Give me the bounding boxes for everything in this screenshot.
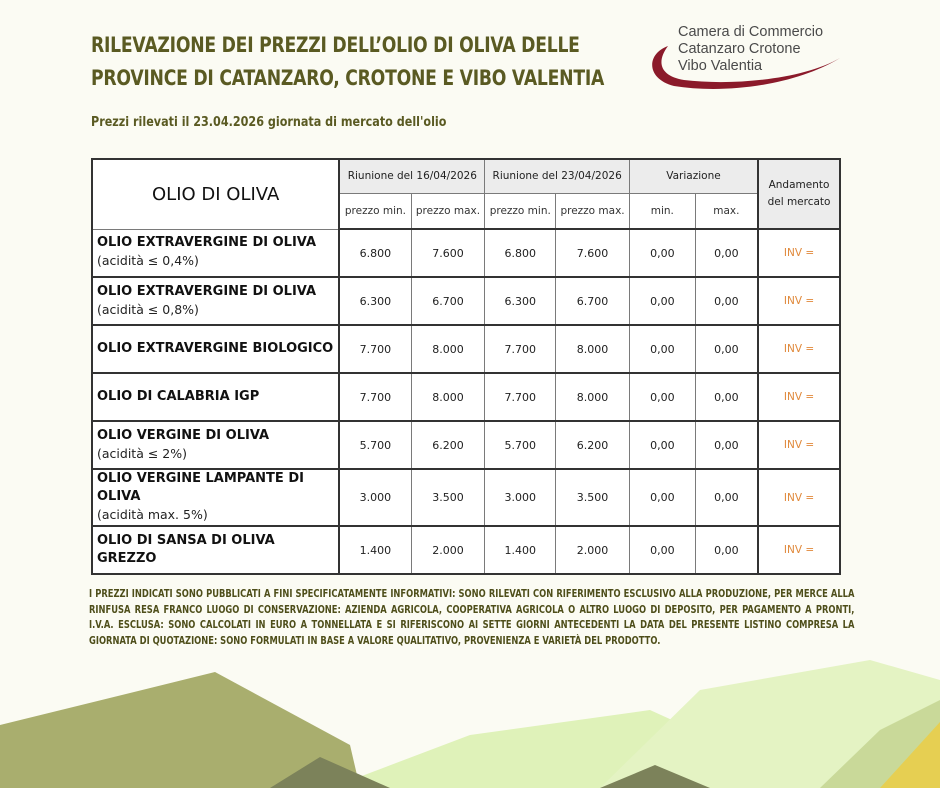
header-trend-line1: Andamento xyxy=(768,179,830,191)
variation-max: 0,00 xyxy=(695,421,758,469)
product-name-cell xyxy=(92,277,339,325)
subheader-min-1: prezzo min. xyxy=(339,193,411,229)
table-row xyxy=(92,421,840,469)
page-title-line1: RILEVAZIONE DEI PREZZI DELL’OLIO DI OLIVA DELLE xyxy=(91,33,580,57)
price-min-1: 5.700 xyxy=(339,421,411,469)
price-min-1: 3.000 xyxy=(339,469,411,526)
variation-min: 0,00 xyxy=(629,373,695,421)
price-min-1: 6.800 xyxy=(339,229,411,277)
price-min-1: 7.700 xyxy=(339,373,411,421)
product-name-cell xyxy=(92,526,339,574)
product-name: OLIO EXTRAVERGINE DI OLIVA xyxy=(97,235,317,251)
trend-badge: INV = xyxy=(758,325,840,373)
price-max-2: 6.700 xyxy=(556,277,630,325)
variation-min: 0,00 xyxy=(629,526,695,574)
table-row xyxy=(92,469,840,526)
price-min-2: 6.800 xyxy=(485,229,556,277)
variation-max: 0,00 xyxy=(695,373,758,421)
price-min-2: 5.700 xyxy=(485,421,556,469)
variation-min: 0,00 xyxy=(629,469,695,526)
logo-line3: Vibo Valentia xyxy=(678,58,763,74)
page-subtitle: Prezzi rilevati il 23.04.2026 giornata di mercato dell'olio xyxy=(91,115,447,130)
price-max-1: 8.000 xyxy=(411,325,485,373)
logo-line2: Catanzaro Crotone xyxy=(678,41,801,57)
product-note: (acidità ≤ 0,4%) xyxy=(97,253,199,269)
price-max-2: 2.000 xyxy=(556,526,630,574)
price-max-1: 6.200 xyxy=(411,421,485,469)
price-max-2: 6.200 xyxy=(556,421,630,469)
table-main-header: OLIO DI OLIVA xyxy=(92,159,339,229)
subheader-min-2: prezzo min. xyxy=(485,193,556,229)
product-name: OLIO EXTRAVERGINE BIOLOGICO xyxy=(97,341,334,356)
trend-badge: INV = xyxy=(758,469,840,526)
variation-max: 0,00 xyxy=(695,277,758,325)
variation-max: 0,00 xyxy=(695,229,758,277)
product-note: (acidità ≤ 2%) xyxy=(97,445,187,461)
table-row xyxy=(92,229,840,277)
price-min-2: 6.300 xyxy=(485,277,556,325)
price-max-1: 2.000 xyxy=(411,526,485,574)
trend-badge: INV = xyxy=(758,526,840,574)
variation-min: 0,00 xyxy=(629,325,695,373)
price-min-1: 1.400 xyxy=(339,526,411,574)
table-row xyxy=(92,277,840,325)
disclaimer-note: I PREZZI INDICATI SONO PUBBLICATI A FINI SPECIFICATAMENTE INFORMATIVI: SONO RILEVATI CON RIFERIMENTO ESCLUSIVO ALLA PRODUZIONE, PER MERCE ALLA RINFUSA RESA FRANCO LUOGO DI CONSERVAZIONE: AZIENDA AGRICOLA, COOPERATIVA AGRICOLA O ALTRO LUOGO DI DEPOSITO, PER PAGAMENTO A PRONTI, I.V.A. ESCLUSA: SONO CALCOLATI IN EURO A TONNELLATA E SI RIFERISCONO AI SETTE GIORNI ANTECEDENTI LA DATA DEL PRESENTE LISTINO COMPRESA LA GIORNATA DI QUOTAZIONE: SONO FORMULATI IN BASE A VALORE QUALITATIVO, PROVENIENZA E VARIETÀ DEL PRODOTTO. xyxy=(89,588,855,647)
header-trend xyxy=(758,159,840,229)
variation-max: 0,00 xyxy=(695,469,758,526)
price-max-1: 3.500 xyxy=(411,469,485,526)
page-title-line2: PROVINCE DI CATANZARO, CROTONE E VIBO VALENTIA xyxy=(91,66,605,90)
trend-badge: INV = xyxy=(758,229,840,277)
price-max-1: 8.000 xyxy=(411,373,485,421)
product-name: OLIO EXTRAVERGINE DI OLIVA xyxy=(97,283,317,299)
chamber-logo xyxy=(644,24,844,94)
price-min-1: 6.300 xyxy=(339,277,411,325)
price-min-2: 7.700 xyxy=(485,373,556,421)
price-min-2: 1.400 xyxy=(485,526,556,574)
product-note: (acidità max. 5%) xyxy=(97,507,208,522)
header-meeting-2: Riunione del 23/04/2026 xyxy=(485,159,630,193)
price-max-2: 8.000 xyxy=(556,325,630,373)
header-trend-line2: del mercato xyxy=(767,196,831,208)
product-name: OLIO DI SANSA DI OLIVA GREZZO xyxy=(97,533,275,566)
price-max-2: 8.000 xyxy=(556,373,630,421)
product-name: OLIO VERGINE DI OLIVA xyxy=(97,427,270,443)
product-name: OLIO DI CALABRIA IGP xyxy=(97,389,260,404)
subheader-var-min: min. xyxy=(629,193,695,229)
page-title xyxy=(91,29,604,95)
product-note: (acidità ≤ 0,8%) xyxy=(97,301,199,317)
product-name-cell xyxy=(92,229,339,277)
price-max-1: 6.700 xyxy=(411,277,485,325)
product-name-cell xyxy=(92,421,339,469)
product-name: OLIO VERGINE LAMPANTE DI OLIVA xyxy=(97,471,304,504)
product-name-cell xyxy=(92,469,339,526)
price-min-2: 7.700 xyxy=(485,325,556,373)
header-meeting-1: Riunione del 16/04/2026 xyxy=(339,159,485,193)
product-name-cell xyxy=(92,373,339,421)
subheader-max-1: prezzo max. xyxy=(411,193,485,229)
price-max-1: 7.600 xyxy=(411,229,485,277)
price-min-1: 7.700 xyxy=(339,325,411,373)
table-row xyxy=(92,373,840,421)
logo-line1: Camera di Commercio xyxy=(678,24,824,40)
price-table xyxy=(91,158,841,575)
trend-badge: INV = xyxy=(758,373,840,421)
trend-badge: INV = xyxy=(758,421,840,469)
header-variation: Variazione xyxy=(629,159,758,193)
price-max-2: 7.600 xyxy=(556,229,630,277)
variation-max: 0,00 xyxy=(695,526,758,574)
table-row xyxy=(92,325,840,373)
variation-min: 0,00 xyxy=(629,229,695,277)
table-row xyxy=(92,526,840,574)
price-min-2: 3.000 xyxy=(485,469,556,526)
subheader-var-max: max. xyxy=(695,193,758,229)
price-max-2: 3.500 xyxy=(556,469,630,526)
product-name-cell xyxy=(92,325,339,373)
variation-min: 0,00 xyxy=(629,421,695,469)
variation-max: 0,00 xyxy=(695,325,758,373)
subheader-max-2: prezzo max. xyxy=(556,193,630,229)
trend-badge: INV = xyxy=(758,277,840,325)
variation-min: 0,00 xyxy=(629,277,695,325)
logo-text xyxy=(678,24,823,75)
